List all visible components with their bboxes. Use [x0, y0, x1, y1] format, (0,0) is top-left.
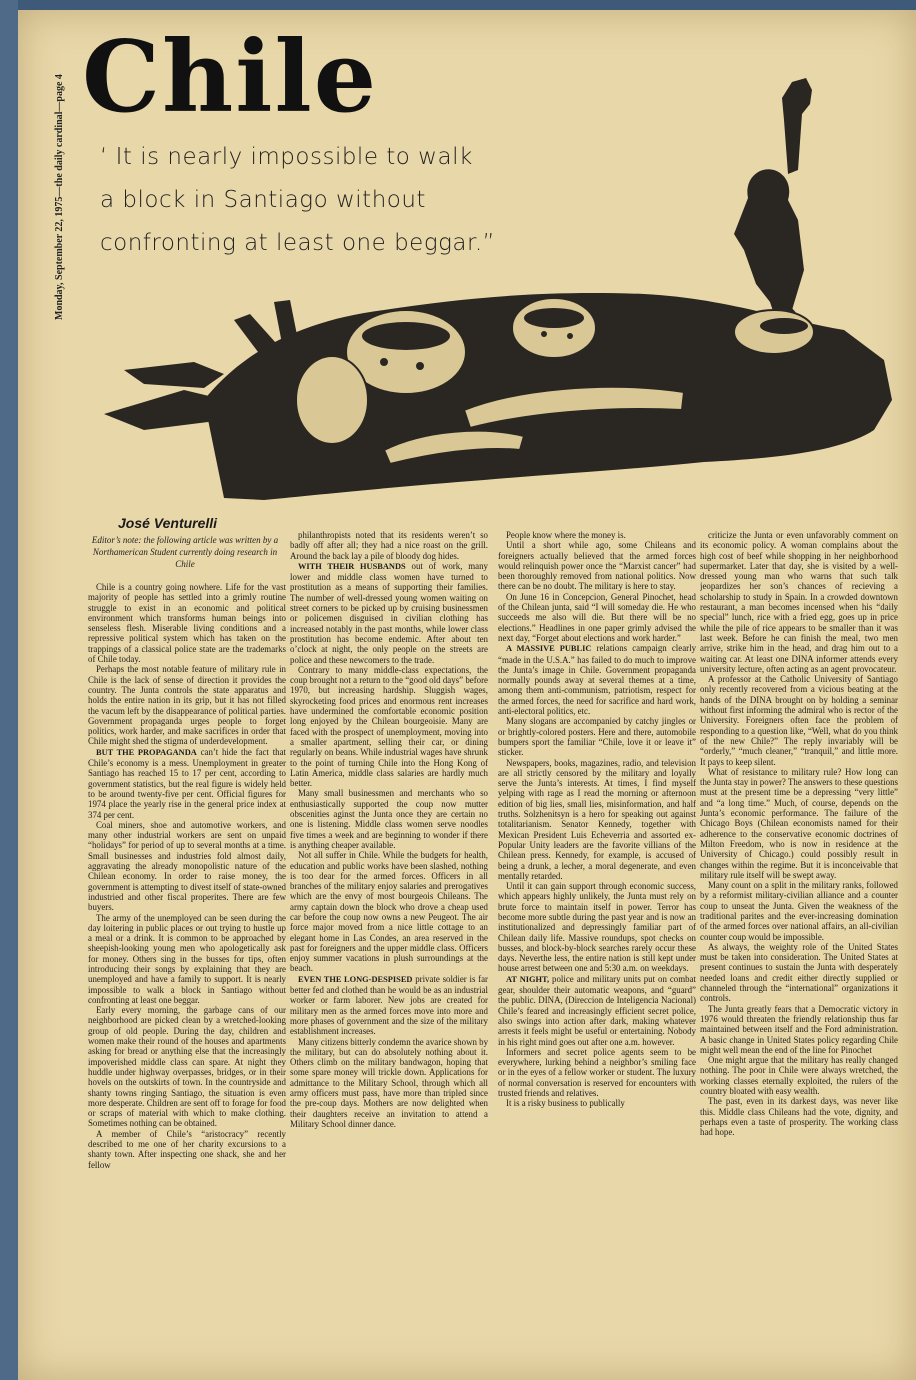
article-paragraph — [700, 1055, 898, 1096]
page-binding-edge — [0, 0, 18, 1380]
pull-quote — [100, 136, 560, 265]
article-paragraph — [498, 881, 696, 974]
page-title: Chile — [82, 20, 379, 135]
article-paragraph — [88, 747, 286, 820]
article-paragraph — [290, 974, 488, 1037]
pull-quote-line: ‘ It is nearly impossible to walk — [100, 144, 473, 170]
paragraph-text: The army of the unemployed can be seen during the day loitering in public places or out trying to hustle up a meal or a drink. It is common to be approached by sheepish-looking young men who apologetically ask for money. Others sing in the busses for tips, often introducing their songs by explaining that they are unemployed and have a family to support. It is nearly impossible to walk a block in Santiago without confronting at least one beggar. — [88, 912, 286, 1005]
paragraph-text: can’t hide the fact that Chile’s economy is a mess. Unemployment in greater Santiago has reached 15 to 17 per cent, according to government statistics, but the real figure is widely held to be around twenty-five per cent. Official figures for 1974 place the yearly rise in the general price index at 374 per cent. — [88, 746, 286, 820]
paragraph-text: One might argue that the military has really changed nothing. The poor in Chile were always wretched, the working classes eternally exploited, the rulers of the country bloated with easy wealth. — [700, 1055, 898, 1097]
paragraph-text: Newspapers, books, magazines, radio, and television are all strictly censored by the military and loyally serve the Junta’s interests. At times, I find myself yelping with rage as I read the morning or afternoon edition of big lies, small lies, misinformation, and half truths. Solzhenitsyn is a hero for speaking out against totalitarianism. Senator Kennedy, together with Mexican President Luis Echeverria and assorted ex- Popular Unity leaders are the favorite villians of the Chilean press. Kennedy, for example, is accused of being a drunk, a lecher, a moral degenerate, and even mentally retarded. — [498, 757, 696, 881]
paragraph-text: Coal miners, shoe and automotive workers, and many other industrial workers are sent on unpaid “holidays” for period of up to several months at a time. Small businesses and industries fold almost daily, aggravating the already monopolistic nature of the Chilean economy. In order to raise money, the government is attempting to divest itself of state-owned industried and other fiscal properites. There are few buyers. — [88, 819, 286, 913]
article-paragraph — [498, 540, 696, 591]
paragraph-text: Informers and secret police agents seem to be everywhere, lurking behind a neighbor’s smiling face or in the eyes of a fellow worker or student. The luxury of normal conversation is reserved for encounters with trusted friends and relatives. — [498, 1046, 696, 1099]
article-paragraph — [290, 530, 488, 561]
article-paragraph — [700, 1004, 898, 1055]
article-paragraph — [498, 592, 696, 643]
article-paragraph — [88, 582, 286, 664]
article-paragraph — [700, 1096, 898, 1137]
article-paragraph — [700, 767, 898, 880]
article-paragraph — [498, 716, 696, 757]
paragraph-lead-in: A MASSIVE PUBLIC — [506, 644, 592, 654]
paragraph-text: Contrary to many middle-class expectations, the coup brought not a return to the “good old days” before 1970, but increasing hardship. Sluggish wages, skyrocketing food prices and enormous rent increases have undermined the comfortable economic position long enjoyed by the Chilean bourgeoisie. Many are faced with the prospect of unemployment, moving into a smaller apartment, selling their car, or dining regularly on beans. While industrial wages have shrunk to the point of turning Chile into the Hong Kong of Latin America, middle class salaries are hardly much better. — [290, 664, 488, 789]
pull-quote-line: confronting at least one beggar.” — [100, 230, 496, 256]
paragraph-text: Until a short while ago, some Chileans and foreigners actually believed that the armed forces would relinquish power once the “Marxist cancer” had been thoroughly removed from national politics. Now there can be no doubt. The military is here to stay. — [498, 540, 696, 592]
paragraph-lead-in: BUT THE PROPAGANDA — [96, 747, 197, 757]
paragraph-text: Not all suffer in Chile. While the budgets for health, education and public works have been slashed, nothing is too dear for the armed forces. Officers in all branches of the military enjoy salaries and prerogatives which are the envy of most bourgeois Chileans. The army captain down the block who drove a cheap used car before the coup now owns a new Peugeot. The air force major moved from a nice little cottage to an elegant home in Las Condes, an area reserved in the past for foreigners and the upper middle class. Officers enjoy summer vacations in plush surroundings at the beach. — [290, 850, 488, 974]
paragraph-text: Many count on a split in the military ranks, followed by a reformist military-civilian alliance and a counter coup to unseat the Junta. Given the weakness of the traditional parites and the ever-increasing domination of the armed forces over national affairs, an all-civilian counter coup would be impossible. — [700, 880, 898, 942]
paragraph-text: relations campaign clearly “made in the U.S.A.” has failed to do much to improve the Junta’s image in Chile. Government propaganda normally pounds away at several themes at a time, among them anti-communism, patriotism, respect for the armed forces, the need for sacrifice and hard work, anti-electoral politics, etc. — [498, 643, 696, 717]
paragraph-text: criticize the Junta or even unfavorably comment on its economic policy. A woman complains about the high cost of beef while shopping in her neighborhood supermarket. Later that day, she is visited by a well-dressed young man who warns that such talk jeopardizes her son’s chances of recieving a scholarship to study in Spain. In a crowded downtown restaurant, a man becomes incensed when his “daily special” lunch, rice with a fried egg, goes up in price while the pile of rice appears to be smaller than it was last week. Before he can finish the meal, two men arrive, strike him in the head, and drag him out to a waiting car. At least one DINA informer attends every university lecture, often acting as an agent provocateur. — [700, 530, 898, 674]
paragraph-text: It is a risky business to publically — [506, 1098, 625, 1109]
paragraph-text: out of work, many lower and middle class women have turned to prostitution as a means of supporting their families. The number of well-dressed young women waiting on street corners to be picked up by cruising businessmen or policemen disguised in civilian clothing has increased notably in the past months, while lower class prostitution has become endemic. After about ten o’clock at night, the only people on the streets are police and these newcomers to the trade. — [290, 560, 488, 665]
paragraph-lead-in: AT NIGHT, — [506, 974, 550, 984]
paragraph-text: A professor at the Catholic University of Santiago only recently recovered from a vicious beating at the hands of the DINA brought on by holding a seminar without first informing the admiral who is rector of the University. Foreigners often face the problem of responding to a question like, “Well, what do you think of the new Chile?” The reply invariably will be “orderly,” “much cleaner,” “tranquil,” and little more. It pays to keep silent. — [700, 674, 898, 767]
paragraph-lead-in: EVEN THE LONG-DESPISED — [298, 974, 413, 984]
article-paragraph — [88, 1129, 286, 1170]
paragraph-text: Many citizens bitterly condemn the avarice shown by the military, but can do absolutely nothing about it. Others climb on the military bandwagon, hoping that some spare money will trickle down. Applications for admittance to the Military School, through which all army officers must pass, have more than tripled since the pre-coup days. Mothers are now delighted when their daughters receive an invitation to attend a Military School dinner dance. — [290, 1036, 488, 1129]
paragraph-text: Many slogans are accompanied by catchy jingles or or brightly-colored posters. Here and there, automobile bumpers sport the familiar “Chile, love it or leave it” sticker. — [498, 716, 696, 758]
standing-figure — [734, 169, 804, 320]
article-paragraph — [498, 530, 696, 540]
article-paragraph — [498, 643, 696, 716]
paragraph-text: private soldier is far better fed and clothed than he would be as an industrial worker or farm laborer. New jobs are created for military men as the armed forces move into more and more phases of government and the size of the military establishment increases. — [290, 973, 488, 1037]
paragraph-text: Perhaps the most notable feature of military rule in Chile is the lack of sense of direction it provides the country. The Junta controls the state apparatus and holds the entire nation in its grip, but it has not filled the vacum left by the disappearance of political parties. Government propaganda urges people to forget politics, work harder, and make sacrifices in order that Chile might shed the stigma of underdevelopment. — [88, 664, 286, 747]
article-column-4 — [700, 530, 898, 1315]
article-paragraph — [290, 561, 488, 665]
article-paragraph — [498, 758, 696, 882]
article-paragraph — [498, 974, 696, 1047]
article-paragraph — [88, 820, 286, 913]
article-paragraph — [700, 880, 898, 942]
article-paragraph — [88, 913, 286, 1006]
paragraph-text: philanthropists noted that its residents weren’t so badly off after all; they had a nice roast on the grill. Around the back lay a pile of bloody dog hides. — [290, 530, 488, 561]
artist-credit: José Venturelli — [118, 515, 218, 531]
paragraph-text: police and military units put on combat gear, shoulder their automatic weapons, and “guard” the public. DINA, (Direccion de Inteligencia Nacional) Chile’s feared and increasingly efficient secret police, also swings into action after dark, making whatever arrests it feels might be useful or entertaining. Nobody in his right mind goes out after one a.m. however. — [498, 973, 696, 1047]
article-column-2 — [290, 530, 488, 1315]
article-paragraph — [290, 850, 488, 974]
page-dateline: Monday, September 22, 1975—the daily cardinal—page 4 — [54, 74, 65, 320]
paragraph-text: Early every morning, the garbage cans of our neighborhood are picked clean by a wretched-looking group of old people. During the day, children and women make their round of the houses and apartments asking for bread or anything else that the increasingly impoverished middle class can spare. At night they huddle under highway overpasses, bridges, or in their hovels on the outskirts of town. In the countryside and shanty towns ringing Santiago, the situation is even more desperate. Children are sent off to forage for food or scraps of material with which to make clothing. Sometimes nothing can be obtained. — [88, 1005, 286, 1129]
paragraph-text: What of resistance to military rule? How long can the Junta stay in power? The answers to these questions must at the present time be a depressing “very little” and “a long time.” Much, of course, depends on the Junta’s economic performance. The failure of the Chicago Boys (Chilean economists named for their adherence to the conservative economic doctrines of Milton Freedom, who is now in residence at the University of Chicago.) could possibly result in changes within the regime. But it is inconceivable that military rule itself will be swept away. — [700, 766, 898, 880]
paragraph-text: On June 16 in Concepcion, General Pinochet, head of the Chilean junta, said “I will someday die. He who succeeds me also will die. But there will be no elections.” Headlines in one paper grimly advised the next day, “Forget about elections and work harder.” — [498, 591, 696, 643]
pull-quote-line: a block in Santiago without — [100, 187, 426, 213]
article-paragraph — [498, 1047, 696, 1098]
paragraph-text: People know where the money is. — [506, 530, 626, 540]
paragraph-text: As always, the weighty role of the United States must be taken into consideration. The United States at present continues to sustain the Junta with desperately needed loans and credit either directly supplied or channeled through the “international” organizations it controls. — [700, 941, 898, 1004]
article-paragraph — [700, 942, 898, 1004]
article-paragraph — [290, 665, 488, 789]
article-column-3 — [498, 530, 696, 1315]
article-paragraph — [700, 674, 898, 767]
paragraph-text: Many small businessmen and merchants who so enthusiastically supported the coup now mutter obscenities aginst the Junta once they are certain no one is listening. Middle class women serve noodles five times a week and are beginning to wonder if there is anything cheaper available. — [290, 788, 488, 850]
article-column-1 — [88, 582, 286, 1314]
article-paragraph — [290, 1037, 488, 1130]
paragraph-text: The past, even in its darkest days, was never like this. Middle class Chileans had the vote, dignity, and perhaps even a taste of prosperity. The working class had hope. — [700, 1096, 898, 1138]
article-paragraph — [498, 1098, 696, 1108]
editor-note: Editor’s note: the following article was written by a Northamerican Student currently doing research in Chile — [91, 535, 279, 569]
paragraph-text: The Junta greatly fears that a Democratic victory in 1976 would threaten the friendly relationship thus far maintained between itself and the Ford administration. A basic change in United States policy regarding Chile might well mean the end of the line for Pinochet — [700, 1003, 898, 1055]
article-paragraph — [290, 788, 488, 850]
article-paragraph — [88, 1005, 286, 1129]
raised-fist — [782, 78, 812, 174]
paragraph-lead-in: WITH THEIR HUSBANDS — [298, 561, 406, 571]
paragraph-text: Until it can gain support through economic success, which appears highly unlikely, the Junta must rely on brute force to maintain itself in power. Terror has become more subtle during the past year and is now an institutionalized and depressingly familiar part of Chilean daily life. Massive roundups, spot checks on busses, and block-by-block searches rarely occur these days. Neverthe less, the entire nation is still kept under house arrest between one and 5:30 a.m. on weekdays. — [498, 881, 696, 974]
paragraph-text: Chile is a country going nowhere. Life for the vast majority of people has settled into a grimly routine struggle to exist in an economic and political environment which transforms human beings into senseless flesh. Miserable living conditions and a repressive political system which has taken on the trappings of a classical police state are the trademarks of Chile today. — [88, 582, 286, 665]
paragraph-text: A member of Chile’s “aristocracy” recently described to me one of her charity excursions to a shanty town. After inspecting one shack, she and her fellow — [88, 1128, 286, 1170]
article-paragraph — [88, 664, 286, 746]
article-paragraph — [700, 530, 898, 674]
